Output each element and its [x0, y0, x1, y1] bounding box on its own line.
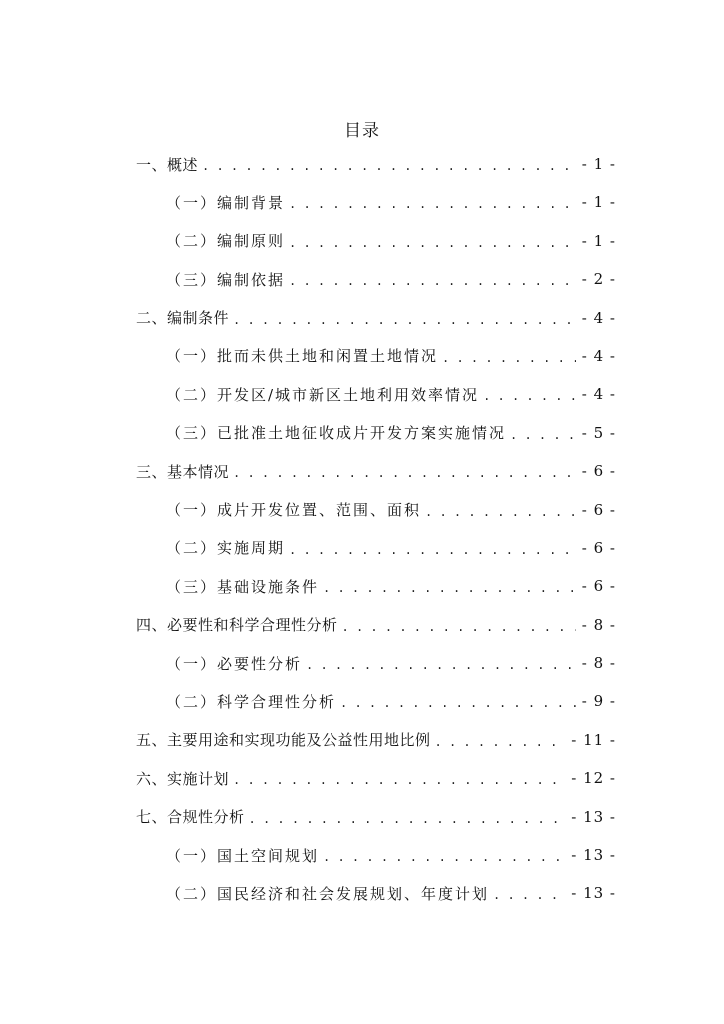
- toc-entry[interactable]: [166, 262, 616, 296]
- toc-entry-label: 五、主要用途和实现功能及公益性用地比例: [136, 731, 431, 750]
- toc-entry-page: - 6 -: [581, 577, 616, 596]
- toc-entry-page: - 8 -: [581, 615, 616, 634]
- toc-entry-page: - 6 -: [581, 462, 616, 481]
- toc-entry-label: （一）编制背景: [166, 193, 286, 212]
- toc-entry[interactable]: [136, 761, 616, 795]
- toc-entry[interactable]: [136, 723, 616, 757]
- dot-leader: [323, 848, 565, 866]
- toc-entry[interactable]: [166, 569, 616, 603]
- toc-entry-page: - 4 -: [581, 385, 616, 404]
- toc-entry[interactable]: [166, 838, 616, 872]
- dot-leader: [510, 426, 576, 444]
- toc-entry-page: - 1 -: [581, 155, 616, 173]
- toc-entry-label: （二）国民经济和社会发展规划、年度计划: [166, 884, 490, 903]
- toc-entry-page: - 4 -: [581, 346, 616, 365]
- toc-entry-label: 三、基本情况: [136, 462, 230, 481]
- toc-entry-label: （三）编制依据: [166, 270, 286, 289]
- toc-title: 目录: [344, 121, 380, 141]
- toc-entry[interactable]: [136, 454, 616, 488]
- toc-entry-page: - 11 -: [571, 730, 616, 749]
- toc-entry-label: （二）实施周期: [166, 539, 286, 558]
- dot-leader: [289, 541, 576, 559]
- dot-leader: [340, 694, 576, 712]
- toc-entry-page: - 1 -: [581, 193, 616, 212]
- toc-entry-label: （三）已批准土地征收成片开发方案实施情况: [166, 424, 507, 443]
- dot-leader: [323, 579, 576, 597]
- toc-entry-label: （一）必要性分析: [166, 654, 303, 673]
- dot-leader: [289, 272, 576, 290]
- toc-entry[interactable]: [166, 185, 616, 219]
- dot-leader: [435, 733, 566, 751]
- toc-entry-label: 一、概述: [136, 155, 199, 174]
- toc-entry-page: - 2 -: [581, 270, 616, 289]
- dot-leader: [249, 810, 566, 828]
- toc-entry-page: - 5 -: [581, 423, 616, 442]
- toc-entry-label: （三）基础设施条件: [166, 577, 320, 596]
- dot-leader: [202, 157, 576, 175]
- dot-leader: [306, 656, 576, 674]
- toc-entry-page: - 13 -: [571, 846, 616, 865]
- toc-entry-label: 二、编制条件: [136, 309, 230, 328]
- toc-entry-page: - 6 -: [581, 500, 616, 519]
- toc-entry-label: （一）批而未供土地和闲置土地情况: [166, 347, 439, 366]
- toc-entry-label: 六、实施计划: [136, 769, 230, 788]
- toc-entry[interactable]: [136, 301, 616, 335]
- toc-entry[interactable]: [166, 684, 616, 718]
- toc-entry[interactable]: [166, 531, 616, 565]
- toc-entry[interactable]: [166, 876, 616, 910]
- toc-entry-page: - 12 -: [571, 769, 616, 788]
- toc-entry-page: - 4 -: [581, 308, 616, 327]
- toc-entry-page: - 6 -: [581, 538, 616, 557]
- toc-entry-page: - 9 -: [581, 692, 616, 711]
- toc-entry[interactable]: [166, 493, 616, 527]
- toc-entry[interactable]: [166, 416, 616, 450]
- toc-entry[interactable]: [136, 800, 616, 834]
- toc-entry[interactable]: [166, 224, 616, 258]
- toc-entry[interactable]: [166, 646, 616, 680]
- dot-leader: [289, 234, 576, 252]
- dot-leader: [483, 387, 576, 405]
- dot-leader: [233, 464, 576, 482]
- toc-entry-page: - 13 -: [571, 884, 616, 903]
- toc-entry[interactable]: [136, 147, 616, 181]
- dot-leader: [342, 618, 576, 636]
- dot-leader: [233, 771, 565, 789]
- dot-leader: [233, 311, 576, 329]
- toc-entry-page: - 1 -: [581, 231, 616, 250]
- toc-entry-label: （二）开发区/城市新区土地利用效率情况: [166, 385, 480, 404]
- toc-entry[interactable]: [166, 339, 616, 373]
- toc-entry-page: - 13 -: [571, 807, 616, 826]
- dot-leader: [442, 349, 576, 367]
- toc-entry[interactable]: [166, 377, 616, 411]
- toc-entry-label: （一）成片开发位置、范围、面积: [166, 501, 422, 520]
- toc-entry[interactable]: [136, 608, 616, 642]
- dot-leader: [493, 886, 565, 904]
- toc-entry-label: 四、必要性和科学合理性分析: [136, 616, 338, 635]
- toc-entry-label: （二）编制原则: [166, 232, 286, 251]
- toc-list: [0, 147, 724, 915]
- dot-leader: [425, 503, 576, 521]
- toc-entry-page: - 8 -: [581, 654, 616, 673]
- dot-leader: [289, 195, 576, 213]
- toc-entry-label: （二）科学合理性分析: [166, 692, 337, 711]
- toc-entry-label: 七、合规性分析: [136, 808, 245, 827]
- toc-entry-label: （一）国土空间规划: [166, 846, 320, 865]
